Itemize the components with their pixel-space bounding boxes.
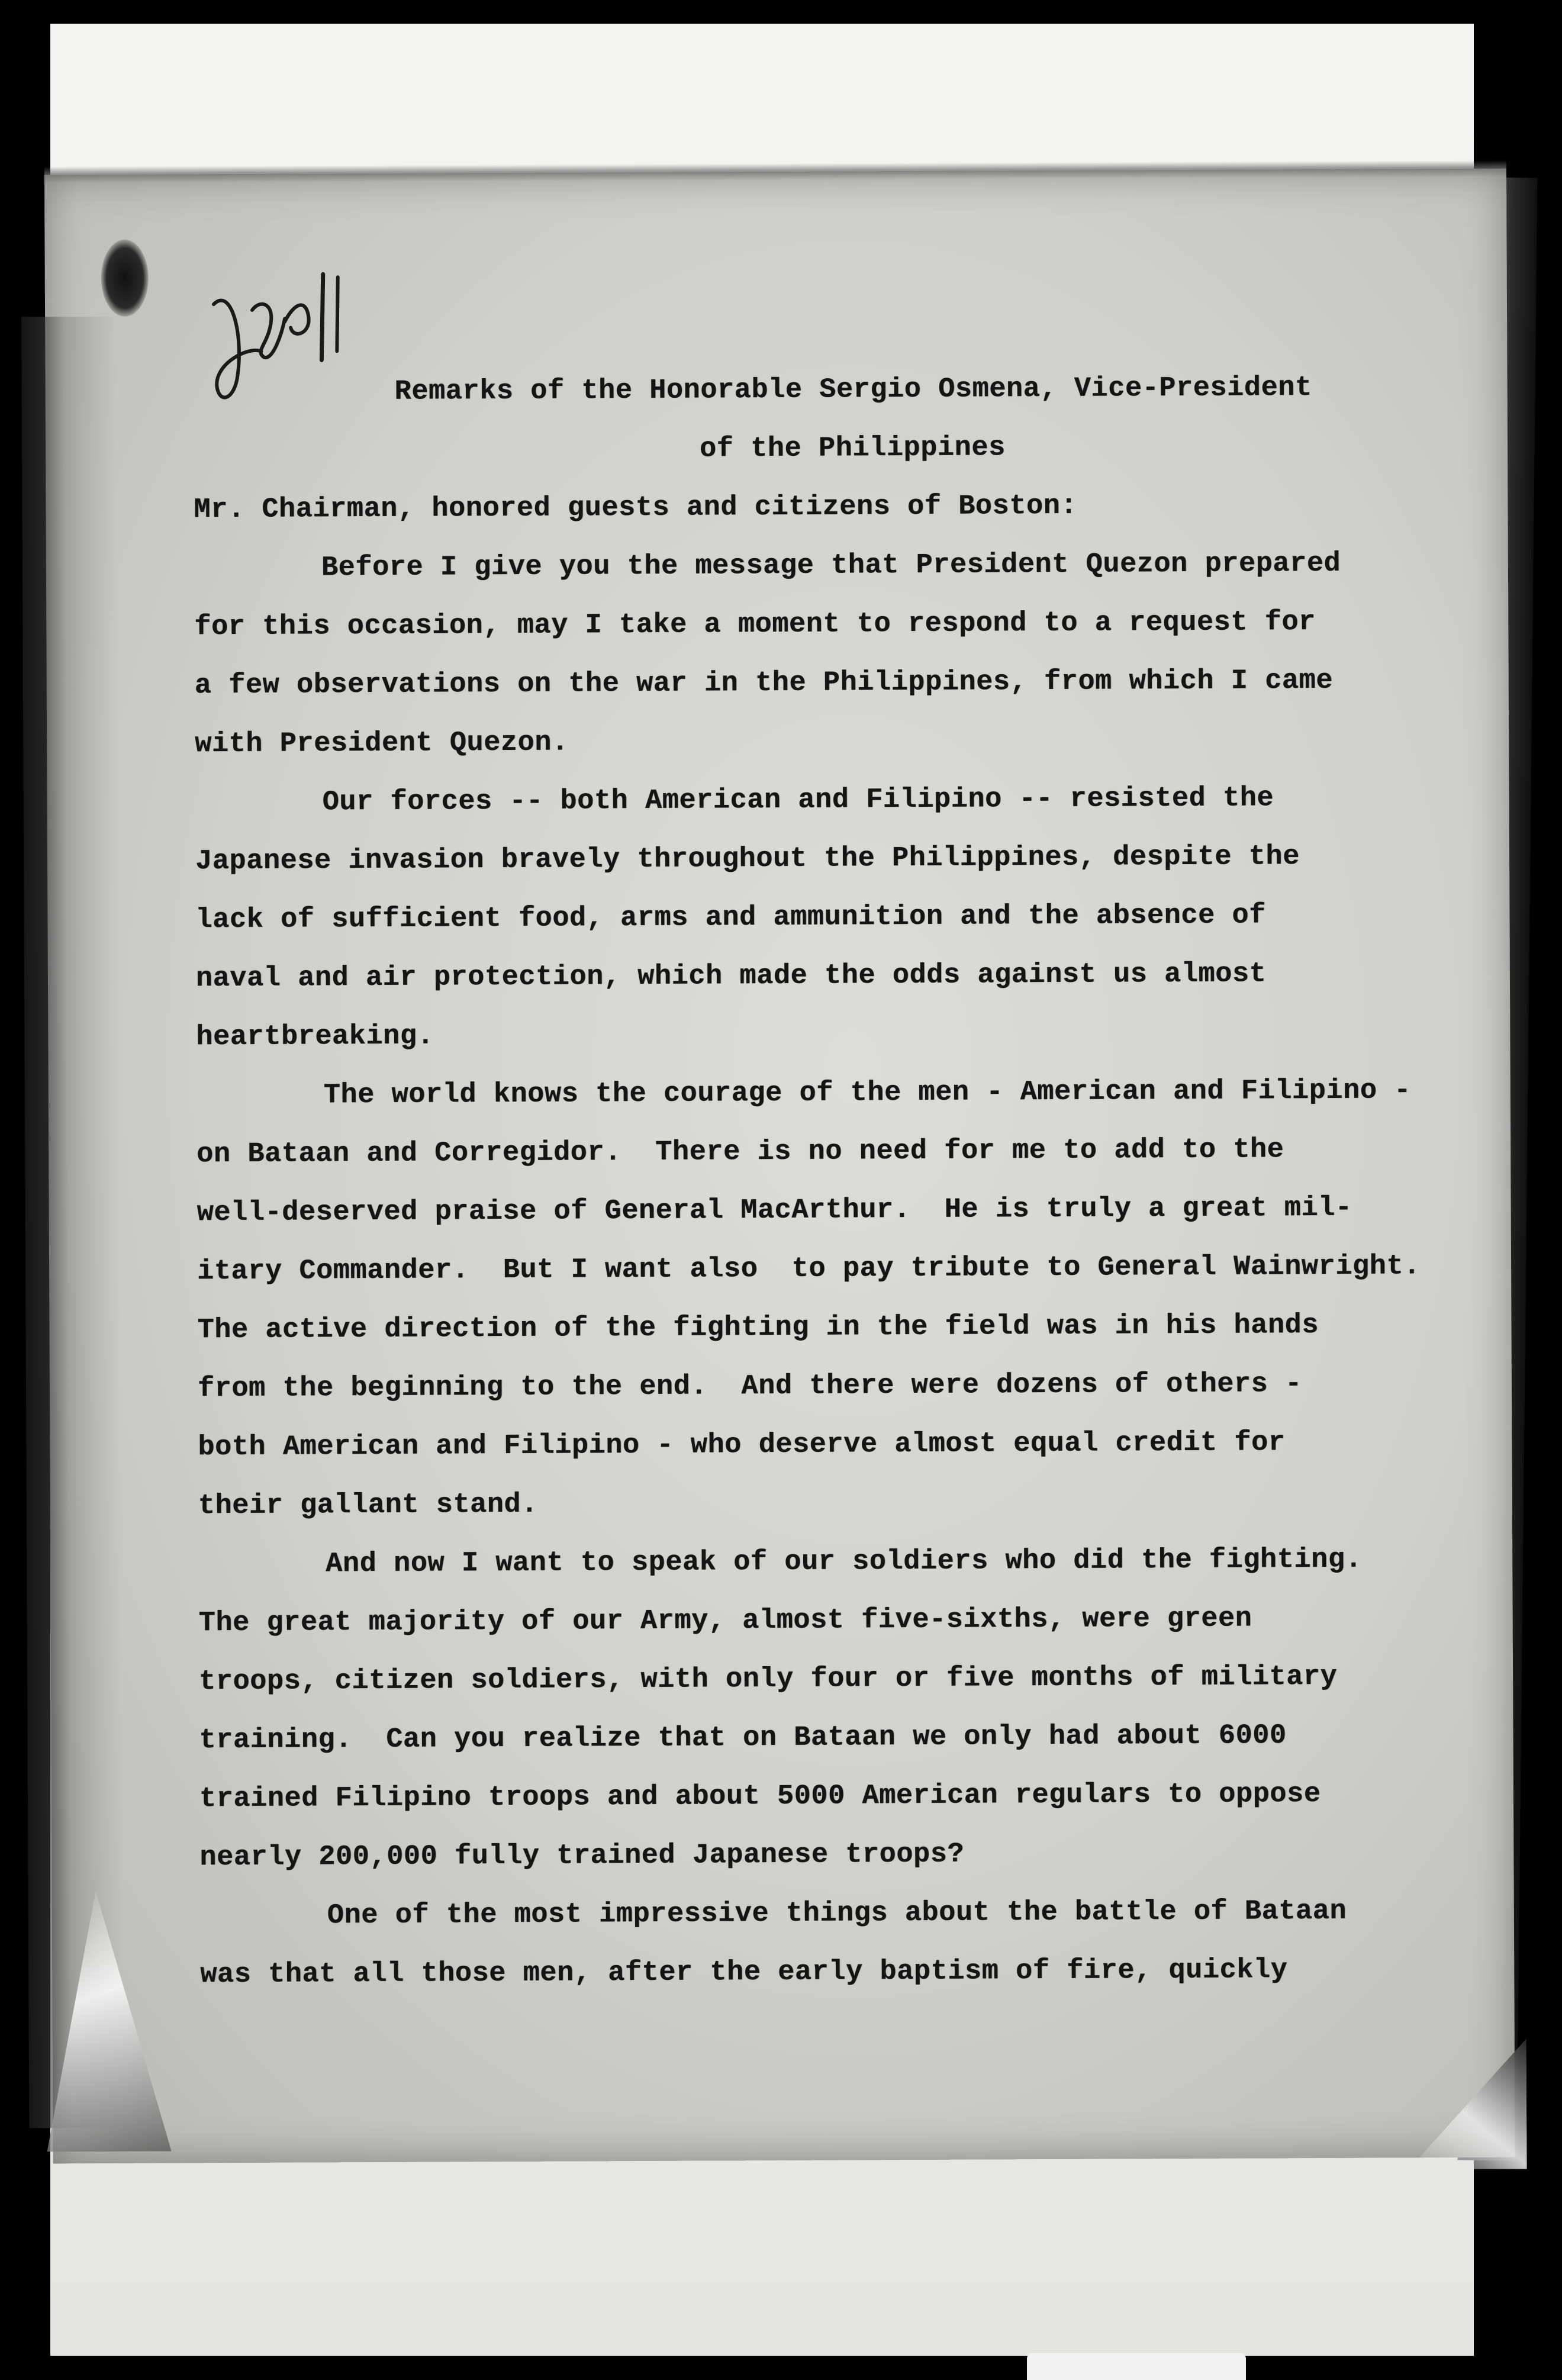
text-line: naval and air protection, which made the odds against us almost bbox=[195, 958, 1267, 995]
text-line: from the beginning to the end. And there were dozens of others - bbox=[197, 1368, 1302, 1405]
text-line: One of the most impressive things about the battle of Bataan bbox=[327, 1895, 1347, 1932]
text-line: training. Can you realize that on Bataan we only had about 6000 bbox=[199, 1720, 1287, 1757]
document-body bbox=[193, 358, 1538, 2004]
paragraph-4 bbox=[198, 1529, 1538, 1887]
text-line: Our forces -- both American and Filipino -- resisted the bbox=[322, 782, 1274, 819]
text-line: for this occasion, may I take a moment to respond to a request for bbox=[194, 607, 1316, 643]
text-line: trained Filipino troops and about 5000 American regulars to oppose bbox=[199, 1779, 1321, 1815]
paragraph-1 bbox=[194, 533, 1533, 774]
text-line: Japanese invasion bravely throughout the Philippines, despite the bbox=[195, 841, 1300, 878]
text-line: their gallant stand. bbox=[198, 1489, 539, 1522]
salutation: Mr. Chairman, honored guests and citizens of Boston: bbox=[194, 490, 1078, 526]
document-page bbox=[44, 169, 1515, 2164]
text-line: itary Commander. But I want also to pay tribute to General Wainwright. bbox=[197, 1251, 1421, 1288]
paragraph-5 bbox=[200, 1881, 1538, 2004]
text-line: The active direction of the fighting in the field was in his hands bbox=[197, 1310, 1319, 1347]
document-title: Remarks of the Honorable Sergio Osmena, Vice-President bbox=[394, 372, 1312, 408]
text-line: on Bataan and Corregidor. There is no need for me to add to the bbox=[197, 1134, 1284, 1171]
text-line: Before I give you the message that President Quezon prepared bbox=[321, 548, 1341, 584]
document-subtitle: of the Philippines bbox=[699, 432, 1006, 465]
paragraph-2 bbox=[195, 768, 1534, 1067]
text-line: nearly 200,000 fully trained Japanese troops? bbox=[199, 1838, 965, 1874]
paragraph-3 bbox=[197, 1061, 1536, 1535]
text-line: was that all those men, after the early baptism of fire, quickly bbox=[200, 1954, 1288, 1991]
text-line: lack of sufficient food, arms and ammunition and the absence of bbox=[195, 900, 1266, 936]
text-line: well-deserved praise of General MacArthur. He is truly a great mil- bbox=[197, 1192, 1352, 1229]
text-line: heartbreaking. bbox=[196, 1020, 434, 1054]
text-line: The great majority of our Army, almost five-sixths, were green bbox=[198, 1603, 1252, 1640]
text-line: And now I want to speak of our soldiers who did the fighting. bbox=[326, 1544, 1363, 1580]
archive-label-tab bbox=[1027, 2353, 1246, 2380]
text-line: troops, citizen soldiers, with only four or five months of military bbox=[199, 1661, 1338, 1698]
page-left-edge bbox=[21, 317, 124, 2128]
text-line: a few observations on the war in the Philippines, from which I came bbox=[194, 665, 1334, 702]
text-line: The world knows the courage of the men - American and Filipino - bbox=[323, 1075, 1411, 1112]
binder-hole-mark-icon bbox=[101, 240, 149, 317]
page-corner-curl-right bbox=[1408, 2038, 1527, 2169]
text-line: with President Quezon. bbox=[195, 727, 569, 761]
text-line: both American and Filipino - who deserve almost equal credit for bbox=[198, 1427, 1286, 1464]
